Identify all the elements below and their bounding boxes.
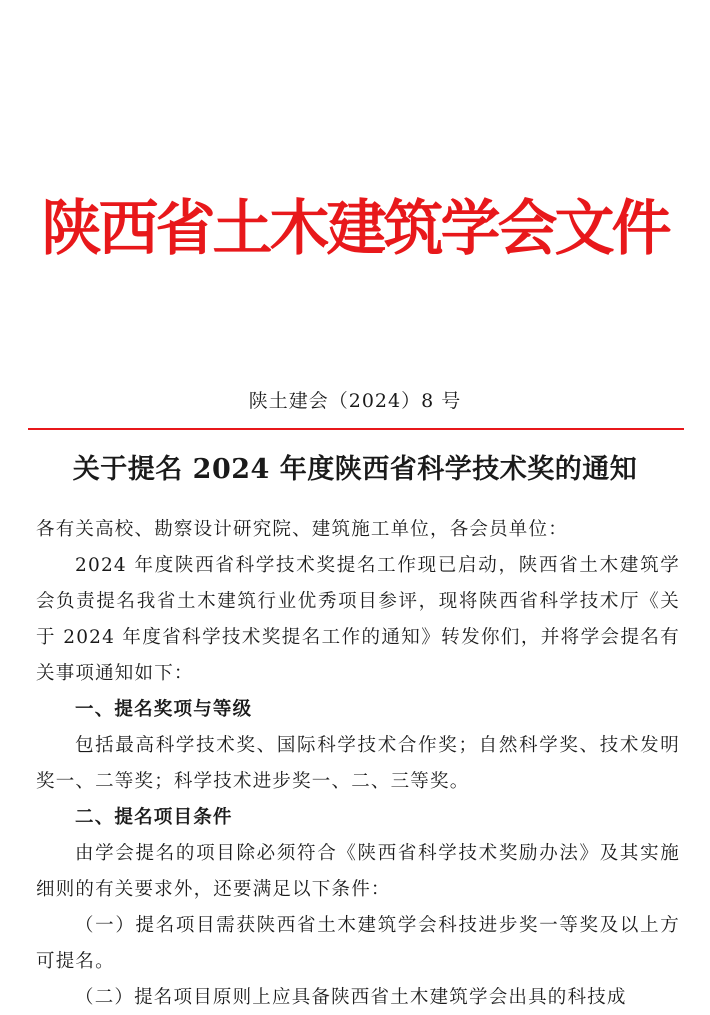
salutation: 各有关高校、勘察设计研究院、建筑施工单位，各会员单位： <box>36 519 568 540</box>
condition-2: （二）提名项目原则上应具备陕西省土木建筑学会出具的科技成 <box>75 987 627 1008</box>
red-divider-line <box>28 428 684 430</box>
section-1-body: 包括最高科学技术奖、国际科学技术合作奖；自然科学奖、技术发明奖一、二等奖；科学技术进步奖一、二、三等奖。 <box>36 735 680 792</box>
document-masthead: 陕西省土木建筑学会文件 <box>41 194 669 264</box>
section-2-heading: 二、提名项目条件 <box>75 807 233 828</box>
condition-1: （一）提名项目需获陕西省土木建筑学会科技进步奖一等奖及以上方可提名。 <box>36 915 680 972</box>
document-body <box>36 512 680 1015</box>
section-1-heading: 一、提名奖项与等级 <box>75 699 253 720</box>
document-number: 陕土建会（2024）8 号 <box>248 390 462 412</box>
document-title: 关于提名 2024 年度陕西省科学技术奖的通知 <box>72 454 638 485</box>
intro-paragraph: 2024 年度陕西省科学技术奖提名工作现已启动，陕西省土木建筑学会负责提名我省土木建筑行业优秀项目参评，现将陕西省科学技术厅《关于 2024 年度省科学技术奖提名工作的通知》转发你们，并将学会提名有关事项通知如下： <box>36 555 680 684</box>
section-2-body: 由学会提名的项目除必须符合《陕西省科学技术奖励办法》及其实施细则的有关要求外，还要满足以下条件： <box>36 843 680 900</box>
